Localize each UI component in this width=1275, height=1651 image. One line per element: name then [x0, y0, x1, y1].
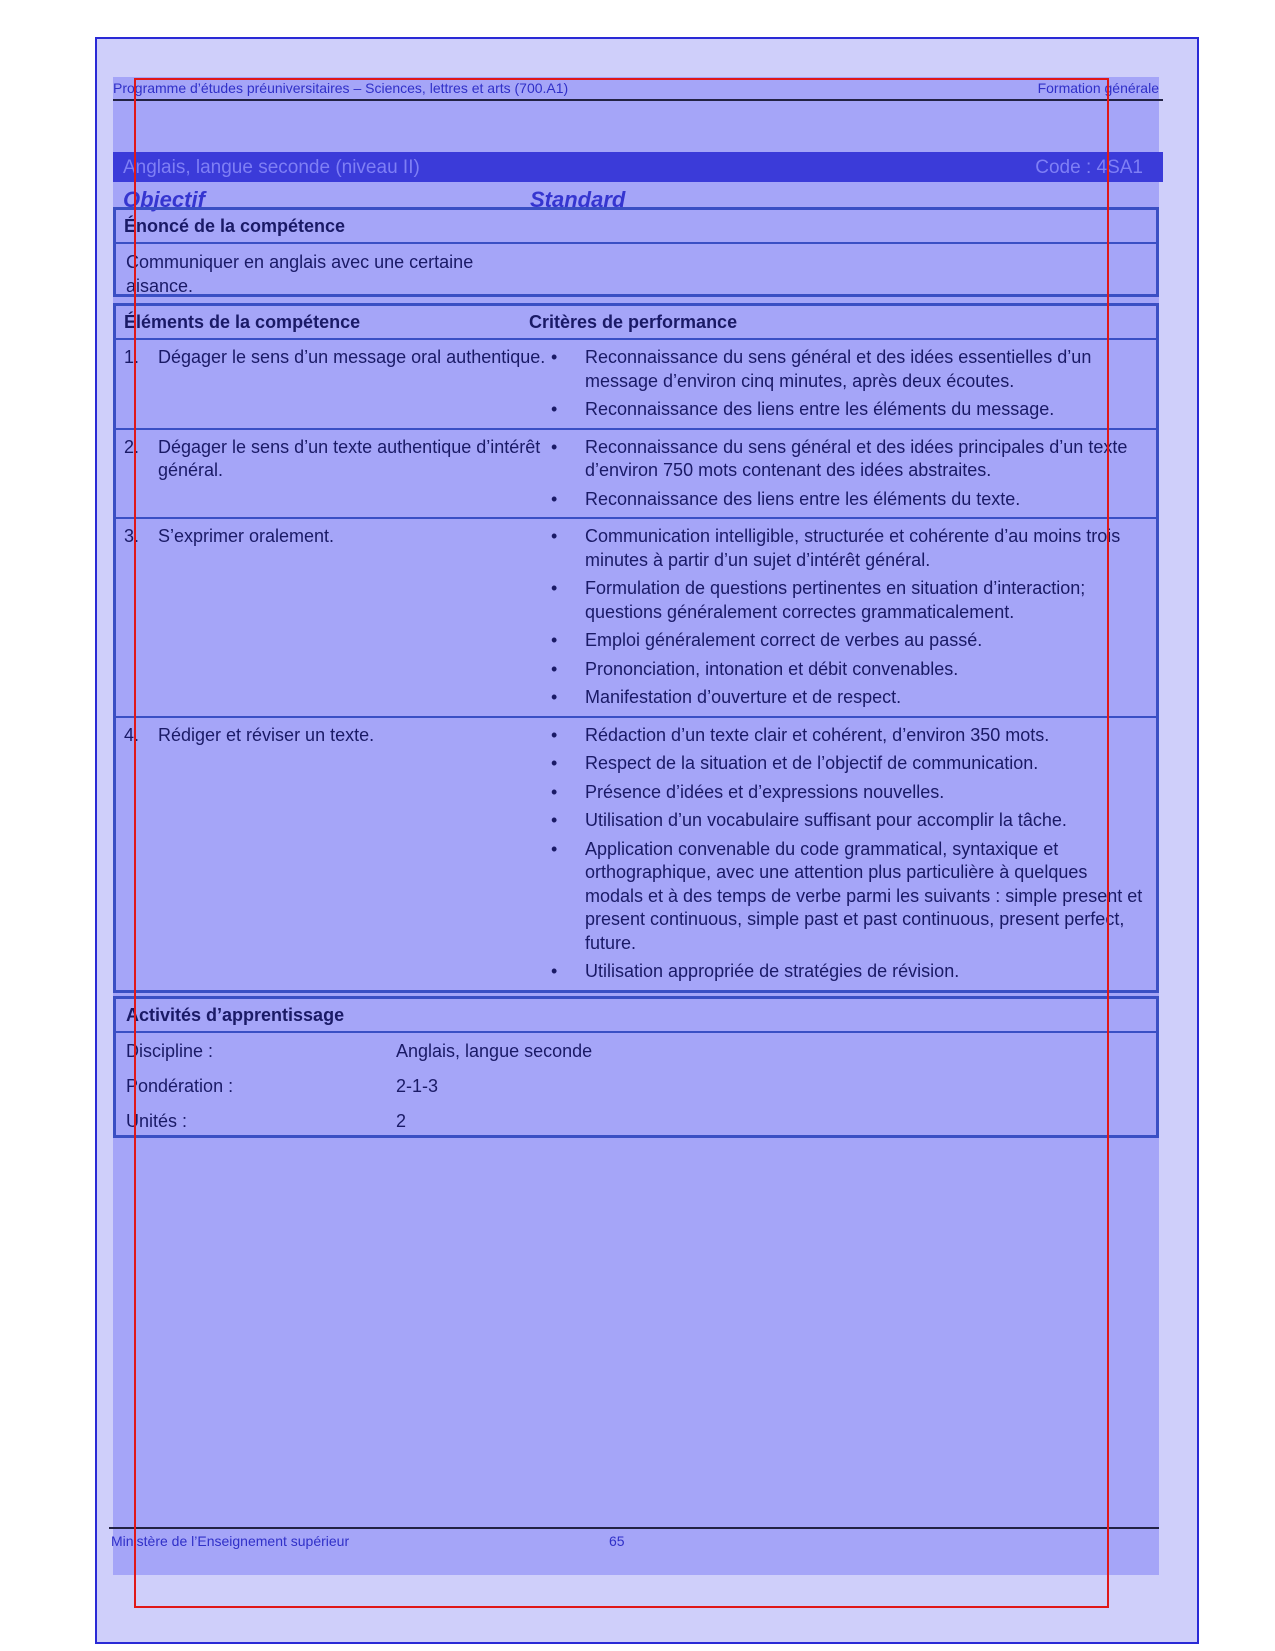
element-row — [116, 718, 1156, 990]
criterion-item — [549, 724, 1156, 748]
running-footer — [109, 1527, 1159, 1551]
criterion-item — [549, 436, 1156, 483]
ponderation-row — [116, 1068, 1156, 1103]
course-title-bar — [113, 152, 1163, 182]
ponderation-label: Pondération : — [126, 1076, 234, 1096]
criterion-text: Prononciation, intonation et débit convenables. — [585, 658, 959, 679]
elements-box — [113, 303, 1159, 993]
running-footer-left: Ministère de l’Enseignement supérieur — [111, 1533, 350, 1549]
bullet-icon: • — [551, 781, 558, 802]
element-text: Rédiger et réviser un texte. — [158, 724, 375, 745]
criterion-item — [549, 781, 1156, 805]
criterion-text: Manifestation d’ouverture et de respect. — [585, 687, 902, 707]
criterion-text: Rédaction d’un texte clair et cohérent, d’environ 350 mots. — [585, 724, 1050, 745]
bullet-icon: • — [551, 399, 558, 419]
enonce-header — [116, 210, 1156, 244]
criterion-item — [549, 752, 1156, 776]
bullet-icon: • — [551, 436, 558, 457]
enonce-heading: Énoncé de la compétence — [124, 216, 346, 236]
enonce-text: Communiquer en anglais avec une certaine aisance. — [126, 252, 474, 296]
unites-label: Unités : — [126, 1111, 188, 1131]
element-row — [116, 340, 1156, 430]
course-title: Anglais, langue seconde (niveau II) — [123, 157, 420, 178]
course-code: Code : 4SA1 — [1035, 157, 1143, 178]
activites-box — [113, 996, 1159, 1138]
criterion-item — [549, 577, 1156, 624]
running-header — [113, 79, 1163, 101]
criterion-text: Formulation de questions pertinentes en situation d’interaction; questions généralement correctes grammaticalement. — [585, 578, 1086, 622]
criteria-list — [549, 525, 1156, 710]
document-page — [95, 37, 1199, 1644]
criterion-text: Utilisation d’un vocabulaire suffisant pour accomplir la tâche. — [585, 810, 1067, 830]
element-number: 1. — [124, 347, 140, 367]
bullet-icon: • — [551, 488, 558, 509]
criterion-text: Reconnaissance du sens général et des idées essentielles d’un message d’environ cinq minutes, après deux écoutes. — [585, 347, 1092, 391]
unites-value: 2 — [396, 1111, 407, 1131]
bullet-icon: • — [551, 961, 558, 981]
element-row — [116, 430, 1156, 520]
element-cell — [116, 346, 549, 422]
criterion-item — [549, 488, 1156, 512]
running-header-left: Programme d’études préuniversitaires – Sciences, lettres et arts (700.A1) — [113, 80, 569, 96]
bullet-icon: • — [551, 347, 558, 367]
activites-heading: Activités d’apprentissage — [126, 1005, 345, 1025]
element-text: S’exprimer oralement. — [158, 526, 335, 546]
bullet-icon: • — [551, 578, 558, 598]
element-text: Dégager le sens d’un texte authentique d’intérêt général. — [158, 436, 541, 480]
bullet-icon: • — [551, 658, 558, 679]
criterion-item — [549, 346, 1156, 393]
criterion-text: Communication intelligible, structurée et cohérente d’au moins trois minutes à partir d’un sujet d’intérêt général. — [585, 526, 1121, 570]
criterion-item — [549, 398, 1156, 422]
page-number: 65 — [609, 1533, 625, 1549]
discipline-value: Anglais, langue seconde — [396, 1041, 593, 1061]
criteria-list — [549, 724, 1156, 984]
criterion-text: Emploi généralement correct de verbes au passé. — [585, 630, 983, 650]
element-number: 3. — [124, 526, 140, 546]
criterion-item — [549, 809, 1156, 833]
unites-row — [116, 1103, 1156, 1138]
objectif-heading: Objectif — [123, 187, 205, 212]
activites-header — [116, 999, 1156, 1033]
criterion-text: Utilisation appropriée de stratégies de révision. — [585, 961, 960, 981]
bullet-icon: • — [551, 838, 558, 859]
bullet-icon: • — [551, 753, 558, 773]
criteres-heading: Critères de performance — [529, 312, 738, 332]
criterion-text: Présence d’idées et d’expressions nouvelles. — [585, 781, 945, 802]
elements-rows — [116, 340, 1156, 990]
criteria-list — [549, 346, 1156, 422]
bullet-icon: • — [551, 810, 558, 830]
bullet-icon: • — [551, 687, 558, 707]
element-text: Dégager le sens d’un message oral authentique. — [158, 347, 546, 367]
criterion-text: Reconnaissance des liens entre les éléments du message. — [585, 399, 1055, 419]
standard-heading: Standard — [530, 187, 626, 212]
element-cell — [116, 436, 549, 512]
criterion-item — [549, 686, 1156, 710]
discipline-row — [116, 1033, 1156, 1068]
discipline-label: Discipline : — [126, 1041, 214, 1061]
criterion-text: Application convenable du code grammatical, syntaxique et orthographique, avec une attention plus particulière à quelques modals et à des temps de verbe parmi les suivants : simple present et present continuous, simple past et past continuous, present perfect, future. — [585, 838, 1143, 953]
criteria-list — [549, 436, 1156, 512]
element-cell — [116, 525, 549, 710]
criterion-item — [549, 960, 1156, 984]
criterion-item — [549, 658, 1156, 682]
elements-heading: Éléments de la compétence — [124, 312, 361, 332]
bullet-icon: • — [551, 630, 558, 650]
criterion-item — [549, 838, 1156, 956]
criterion-text: Respect de la situation et de l’objectif de communication. — [585, 753, 1039, 773]
criterion-text: Reconnaissance des liens entre les éléments du texte. — [585, 488, 1021, 509]
running-header-right: Formation générale — [1037, 80, 1159, 96]
ponderation-value: 2-1-3 — [396, 1076, 439, 1096]
element-number: 4. — [124, 724, 140, 745]
element-number: 2. — [124, 436, 140, 457]
element-cell — [116, 724, 549, 984]
criterion-item — [549, 525, 1156, 572]
bullet-icon: • — [551, 724, 558, 745]
element-row — [116, 519, 1156, 718]
enonce-box — [113, 207, 1159, 297]
elements-header — [116, 306, 1156, 340]
bullet-icon: • — [551, 526, 558, 546]
criterion-item — [549, 629, 1156, 653]
criterion-text: Reconnaissance du sens général et des idées principales d’un texte d’environ 750 mots contenant des idées abstraites. — [585, 436, 1128, 480]
